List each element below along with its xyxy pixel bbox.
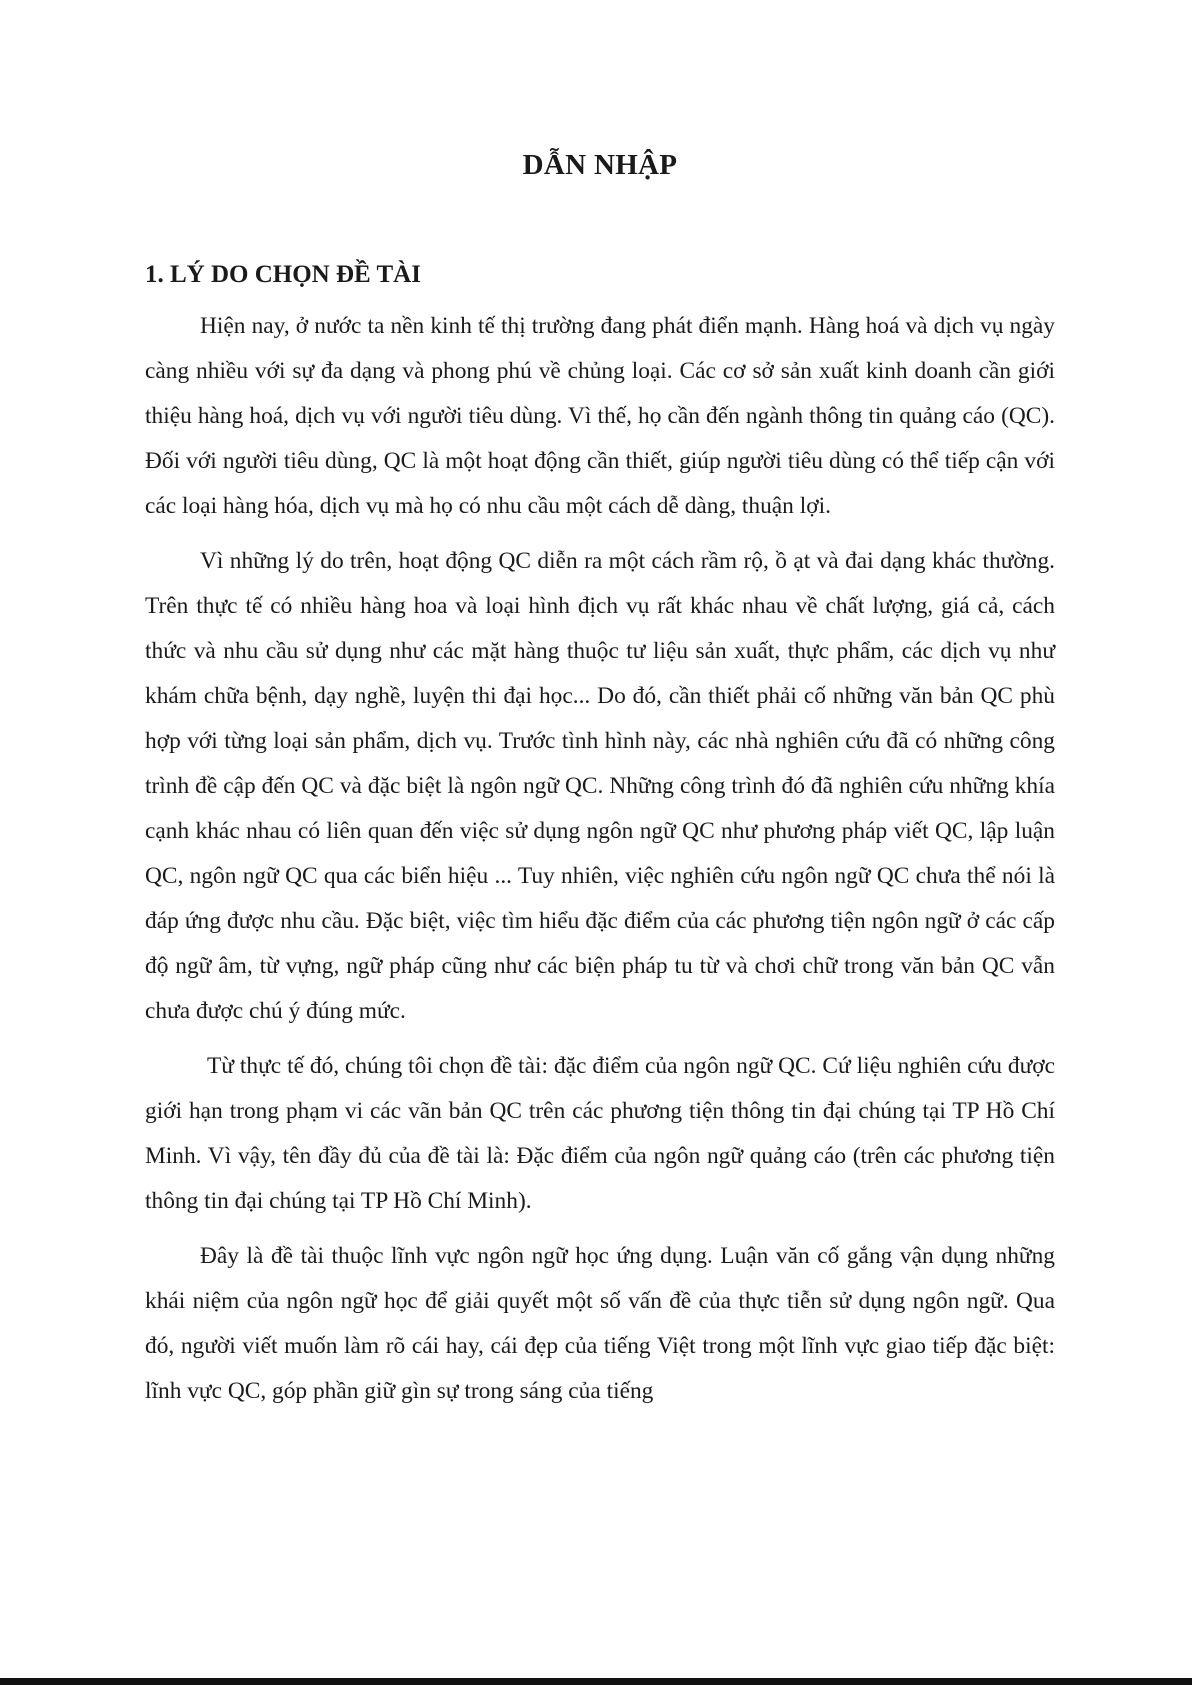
page-content xyxy=(145,140,1055,1414)
paragraph-1: Hiện nay, ở nước ta nền kinh tế thị trường đang phát điển mạnh. Hàng hoá và dịch vụ ngày càng nhiều với sự đa dạng và phong phú về chủng loại. Các cơ sở sản xuất kinh doanh cần giới thiệu hàng hoá, dịch vụ với người tiêu dùng. Vì thế, họ cần đến ngành thông tin quảng cáo (QC). Đối với người tiêu dùng, QC là một hoạt động cần thiết, giúp người tiêu dùng có thể tiếp cận với các loại hàng hóa, dịch vụ mà họ có nhu cầu một cách dễ dàng, thuận lợi. xyxy=(145,313,1055,519)
paragraph-3: Từ thực tế đó, chúng tôi chọn đề tài: đặc điểm của ngôn ngữ QC. Cứ liệu nghiên cứu được giới hạn trong phạm vi các vãn bản QC trên các phương tiện thông tin đại chúng tại TP Hồ Chí Minh. Vì vậy, tên đầy đủ của đề tài là: Đặc điểm của ngôn ngữ quảng cáo (trên các phương tiện thông tin đại chúng tại TP Hồ Chí Minh). xyxy=(145,1053,1055,1214)
section-heading: 1. LÝ DO CHỌN ĐỀ TÀI xyxy=(145,261,421,288)
document-title: DẪN NHẬP xyxy=(522,149,678,181)
paragraph-2: Vì những lý do trên, hoạt động QC diễn ra một cách rầm rộ, ồ ạt và đai dạng khác thường. Trên thực tế có nhiều hàng hoa và loại hình địch vụ rất khác nhau về chất lượng, giá cả, cách thức và nhu cầu sử dụng như các mặt hàng thuộc tư liệu sản xuất, thực phẩm, các dịch vụ như khám chữa bệnh, dạy nghề, luyện thi đại học... Do đó, cần thiết phải cố những văn bản QC phù hợp với từng loại sản phẩm, dịch vụ. Trước tình hình này, các nhà nghiên cứu đã có những công trình đề cập đến QC và đặc biệt là ngôn ngữ QC. Những công trình đó đã nghiên cứu những khía cạnh khác nhau có liên quan đến việc sử dụng ngôn ngữ QC như phương pháp viết QC, lập luận QC, ngôn ngữ QC qua các biển hiệu ... Tuy nhiên, việc nghiên cứu ngôn ngữ QC chưa thể nói là đáp ứng được nhu cầu. Đặc biệt, việc tìm hiểu đặc điểm của các phương tiện ngôn ngữ ở các cấp độ ngữ âm, từ vựng, ngữ pháp cũng như các biện pháp tu từ và chơi chữ trong văn bản QC vẫn chưa được chú ý đúng mức. xyxy=(145,548,1055,1024)
bottom-edge-rule xyxy=(0,1678,1192,1685)
paragraph-4: Đây là đề tài thuộc lĩnh vực ngôn ngữ học ứng dụng. Luận văn cố gắng vận dụng những khái niệm của ngôn ngữ học để giải quyết một số vấn đề của thực tiễn sử dụng ngôn ngữ. Qua đó, người viết muốn làm rõ cái hay, cái đẹp của tiếng Việt trong một lĩnh vực giao tiếp đặc biệt: lĩnh vực QC, góp phần giữ gìn sự trong sáng của tiếng xyxy=(145,1243,1055,1404)
